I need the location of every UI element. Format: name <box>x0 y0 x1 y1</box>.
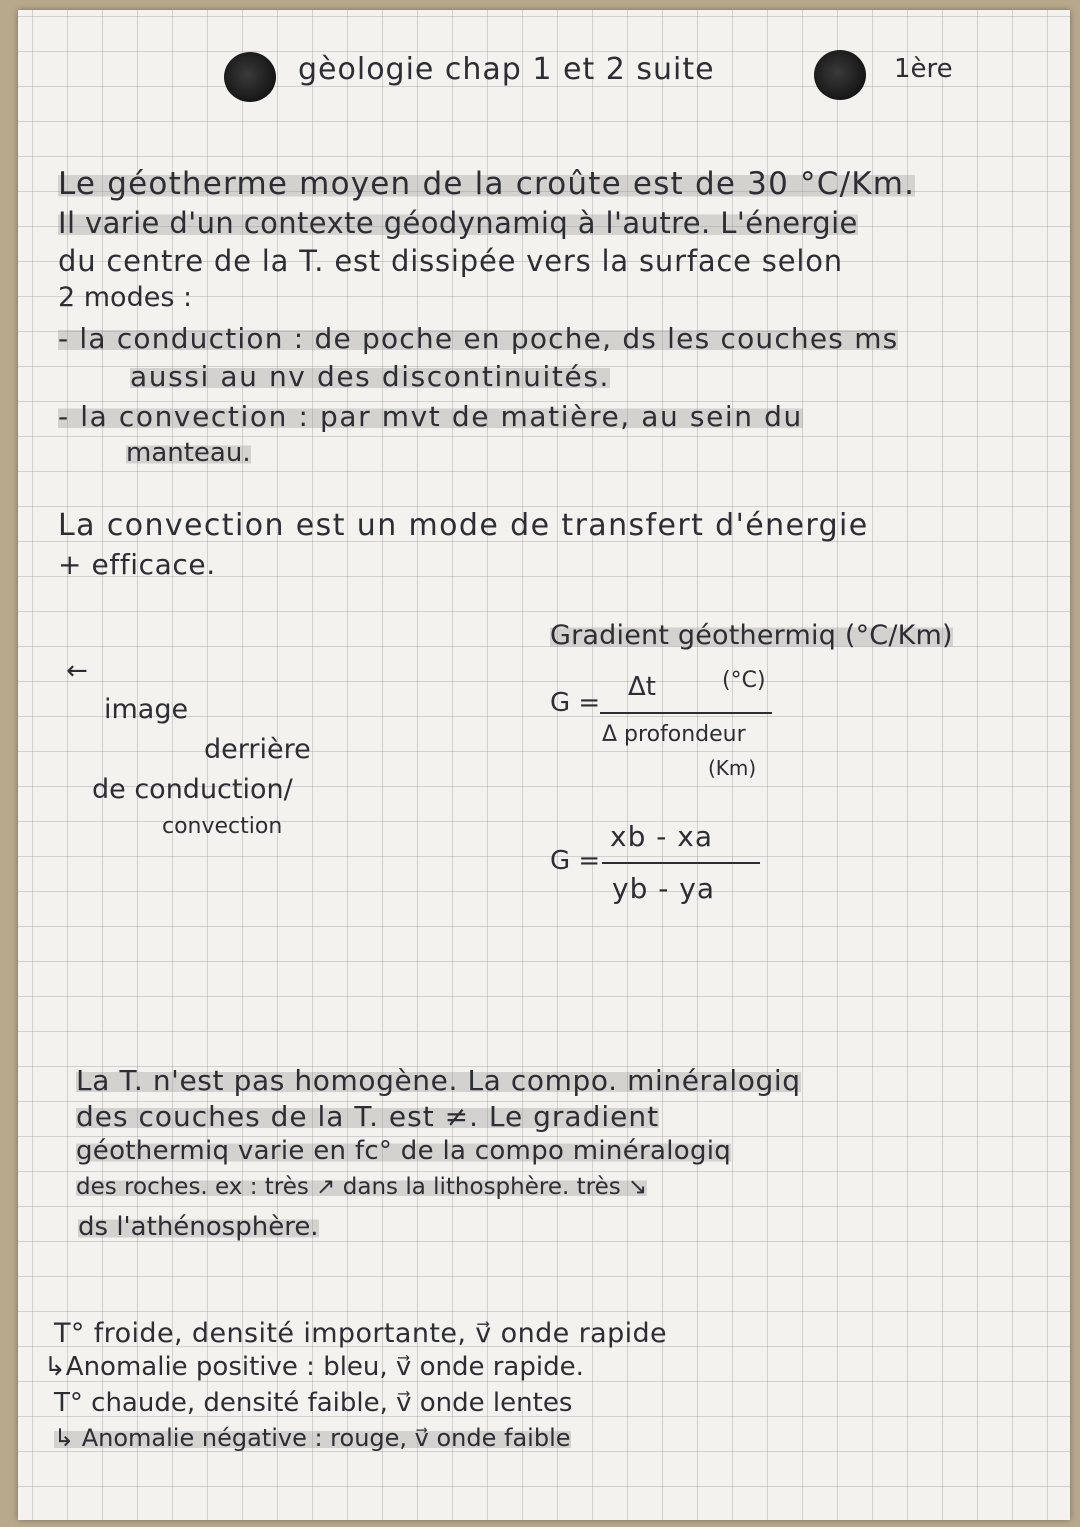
arrow-left-icon: ← <box>66 656 88 686</box>
formula-g2-denominator: yb - ya <box>612 872 715 905</box>
notebook-page <box>18 10 1070 1520</box>
p1-line-2: Il varie d'un contexte géodynamiq à l'autre. L'énergie <box>58 206 858 240</box>
image-note-line-3: de conduction/ <box>92 774 293 805</box>
formula-g2-fraction-bar <box>602 862 760 864</box>
p4-line-4: ↳ Anomalie négative : rouge, v⃗ onde faible <box>54 1424 571 1452</box>
formula-g1-denominator: Δ profondeur <box>602 722 746 747</box>
image-note-line-2: derrière <box>204 734 311 765</box>
formula-title: Gradient géothermiq (°C/Km) <box>550 620 953 651</box>
binder-hole-right <box>814 50 866 100</box>
formula-g1-label: G = <box>550 688 601 718</box>
image-note-line-4: convection <box>162 814 283 839</box>
class-label: 1ère <box>894 54 953 84</box>
p1-line-3: du centre de la T. est dissipée vers la surface selon <box>58 244 843 278</box>
p3-line-1: La T. n'est pas homogène. La compo. minéralogiq <box>76 1064 801 1097</box>
p1-line-6: aussi au nv des discontinuités. <box>130 360 611 393</box>
p3-line-2: des couches de la T. est ≠. Le gradient <box>76 1100 660 1133</box>
p1-line-8: manteau. <box>126 438 251 468</box>
p4-line-3: T° chaude, densité faible, v⃗ onde lentes <box>54 1388 573 1418</box>
p2-line-1: La convection est un mode de transfert d'énergie <box>58 508 869 543</box>
image-note-line-1: image <box>104 694 189 725</box>
p3-line-4: des roches. ex : très ↗ dans la lithosphère. très ↘ <box>76 1174 648 1200</box>
binder-hole-left <box>224 52 276 102</box>
p1-line-1: Le géotherme moyen de la croûte est de 30 °C/Km. <box>58 166 916 202</box>
formula-g2-label: G = <box>550 846 601 876</box>
page-title: gèologie chap 1 et 2 suite <box>298 52 715 87</box>
p2-line-2: + efficace. <box>58 548 216 581</box>
formula-g1-denominator-unit: (Km) <box>708 756 757 780</box>
formula-g2-numerator: xb - xa <box>610 820 713 853</box>
p3-line-3: géothermiq varie en fc° de la compo minéralogiq <box>76 1136 732 1166</box>
p1-line-7: - la convection : par mvt de matière, au sein du <box>58 400 803 433</box>
p3-line-5: ds l'athénosphère. <box>78 1212 319 1242</box>
p4-line-1: T° froide, densité importante, v⃗ onde rapide <box>54 1318 668 1349</box>
formula-g1-numerator-unit: (°C) <box>722 668 766 693</box>
p1-line-5: - la conduction : de poche en poche, ds les couches ms <box>58 322 899 355</box>
p1-line-4: 2 modes : <box>58 282 193 313</box>
formula-g1-fraction-bar <box>600 712 772 714</box>
formula-g1-numerator: Δt <box>628 672 656 702</box>
p4-line-2: ↳Anomalie positive : bleu, v⃗ onde rapide. <box>44 1352 584 1382</box>
